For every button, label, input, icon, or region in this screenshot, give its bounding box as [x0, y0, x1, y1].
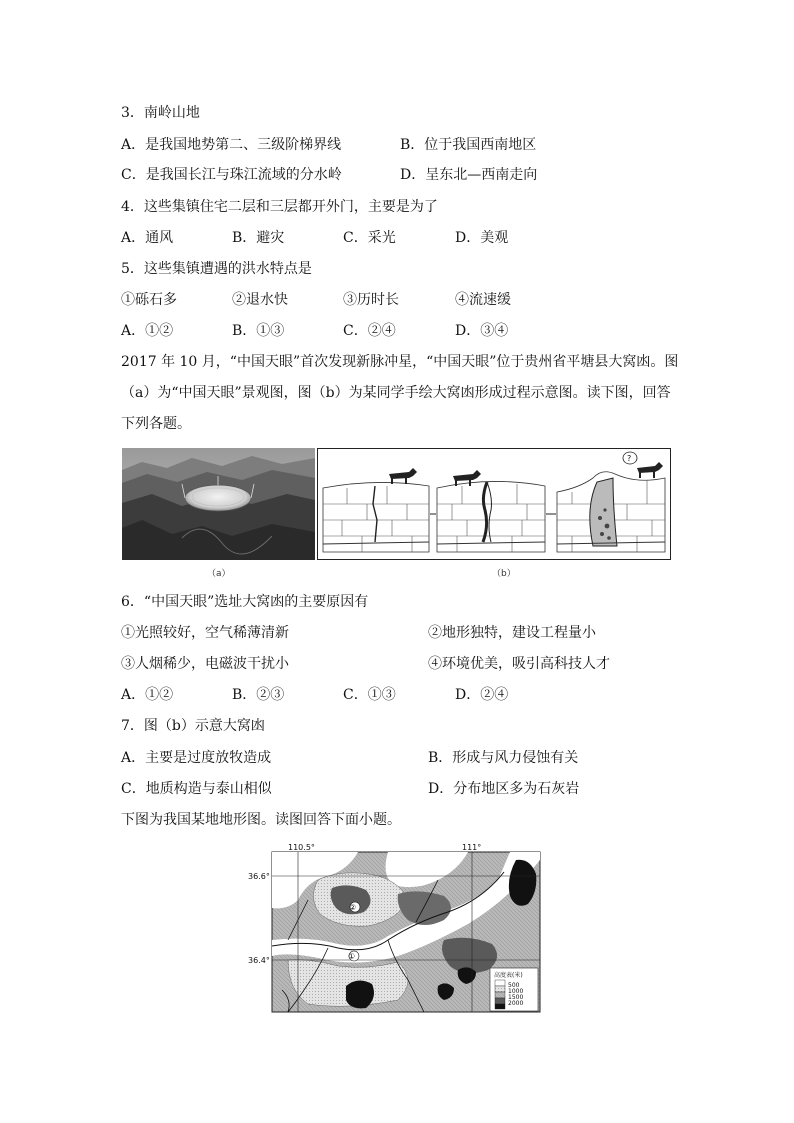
- q5-statement-2: ②退水快: [232, 292, 288, 308]
- q7-option-d: D．分布地区多为石灰岩: [428, 781, 580, 797]
- q5-statement-3: ③历时长: [343, 292, 399, 308]
- map-lon-111: 111°: [462, 843, 482, 852]
- topographic-map: [248, 840, 544, 1015]
- legend-1500: 1500: [508, 994, 524, 1001]
- figure-b-formation-diagram: [317, 448, 671, 560]
- q3-option-d: D．呈东北—西南走向: [400, 167, 538, 183]
- figure-a-caption: （a）: [207, 569, 231, 579]
- q3-option-a: A．是我国地势第二、三级阶梯界线: [121, 137, 342, 153]
- q4-option-b: B．避灾: [232, 230, 285, 246]
- legend-title: 高度表(米): [494, 972, 523, 979]
- q5-option-d: D．③④: [455, 323, 509, 339]
- q6-statement-3: ③人烟稀少，电磁波干扰小: [121, 656, 289, 672]
- map-lon-110-5: 110.5°: [288, 843, 315, 852]
- q7-stem: 7．图（b）示意大窝凼: [121, 718, 265, 734]
- map-lat-36-4: 36.4°: [248, 956, 270, 965]
- svg-text:?: ?: [627, 454, 632, 463]
- q7-option-b: B．形成与风力侵蚀有关: [428, 750, 579, 766]
- q3-option-b: B．位于我国西南地区: [400, 137, 537, 153]
- q5-statement-1: ①砾石多: [121, 292, 177, 308]
- q3-option-c: C．是我国长江与珠江流域的分水岭: [121, 167, 342, 183]
- figure-a-telescope-photo: [122, 448, 315, 560]
- q4-option-c: C．采光: [343, 230, 396, 246]
- legend-500: 500: [508, 982, 520, 989]
- q4-stem: 4．这些集镇住宅二层和三层都开外门，主要是为了: [121, 199, 438, 215]
- q5-option-c: C．②④: [343, 323, 396, 339]
- q3-stem: 3．南岭山地: [121, 105, 200, 121]
- q6-option-a: A．①②: [121, 687, 174, 703]
- passage1-line1: 2017 年 10 月，“中国天眼”首次发现新脉冲星，“中国天眼”位于贵州省平塘县大窝凼。图: [121, 354, 679, 370]
- q6-statement-4: ④环境优美，吸引高科技人才: [428, 656, 610, 672]
- q5-stem: 5．这些集镇遭遇的洪水特点是: [121, 261, 312, 277]
- q6-statement-2: ②地形独特，建设工程量小: [428, 625, 596, 641]
- q5-option-a: A．①②: [121, 323, 174, 339]
- q5-option-b: B．①③: [232, 323, 285, 339]
- figure-b-caption: （b）: [492, 569, 516, 579]
- q5-statement-4: ④流速缓: [455, 292, 511, 308]
- passage1-line2: （a）为“中国天眼”景观图，图（b）为某同学手绘大窝凼形成过程示意图。读下图，回答: [121, 385, 671, 401]
- q6-stem: 6．“中国天眼”选址大窝凼的主要原因有: [121, 594, 369, 610]
- map-lat-36-6: 36.6°: [248, 872, 270, 881]
- legend-1000: 1000: [508, 988, 524, 995]
- passage2-line1: 下图为我国某地地形图。读图回答下面小题。: [121, 812, 401, 828]
- q7-option-c: C．地质构造与泰山相似: [121, 781, 272, 797]
- q6-option-c: C．①③: [343, 687, 396, 703]
- q6-option-d: D．②④: [455, 687, 509, 703]
- legend-2000: 2000: [508, 1000, 524, 1007]
- q7-option-a: A．主要是过度放牧造成: [121, 750, 272, 766]
- map-legend: [490, 968, 538, 1011]
- q6-statement-1: ①光照较好，空气稀薄清新: [121, 625, 289, 641]
- map-marker-1: ①: [348, 952, 356, 961]
- q4-option-d: D．美观: [455, 230, 509, 246]
- q4-option-a: A．通风: [121, 230, 174, 246]
- map-marker-2: ②: [349, 903, 357, 912]
- q6-option-b: B．②③: [232, 687, 285, 703]
- passage1-line3: 下列各题。: [121, 416, 191, 432]
